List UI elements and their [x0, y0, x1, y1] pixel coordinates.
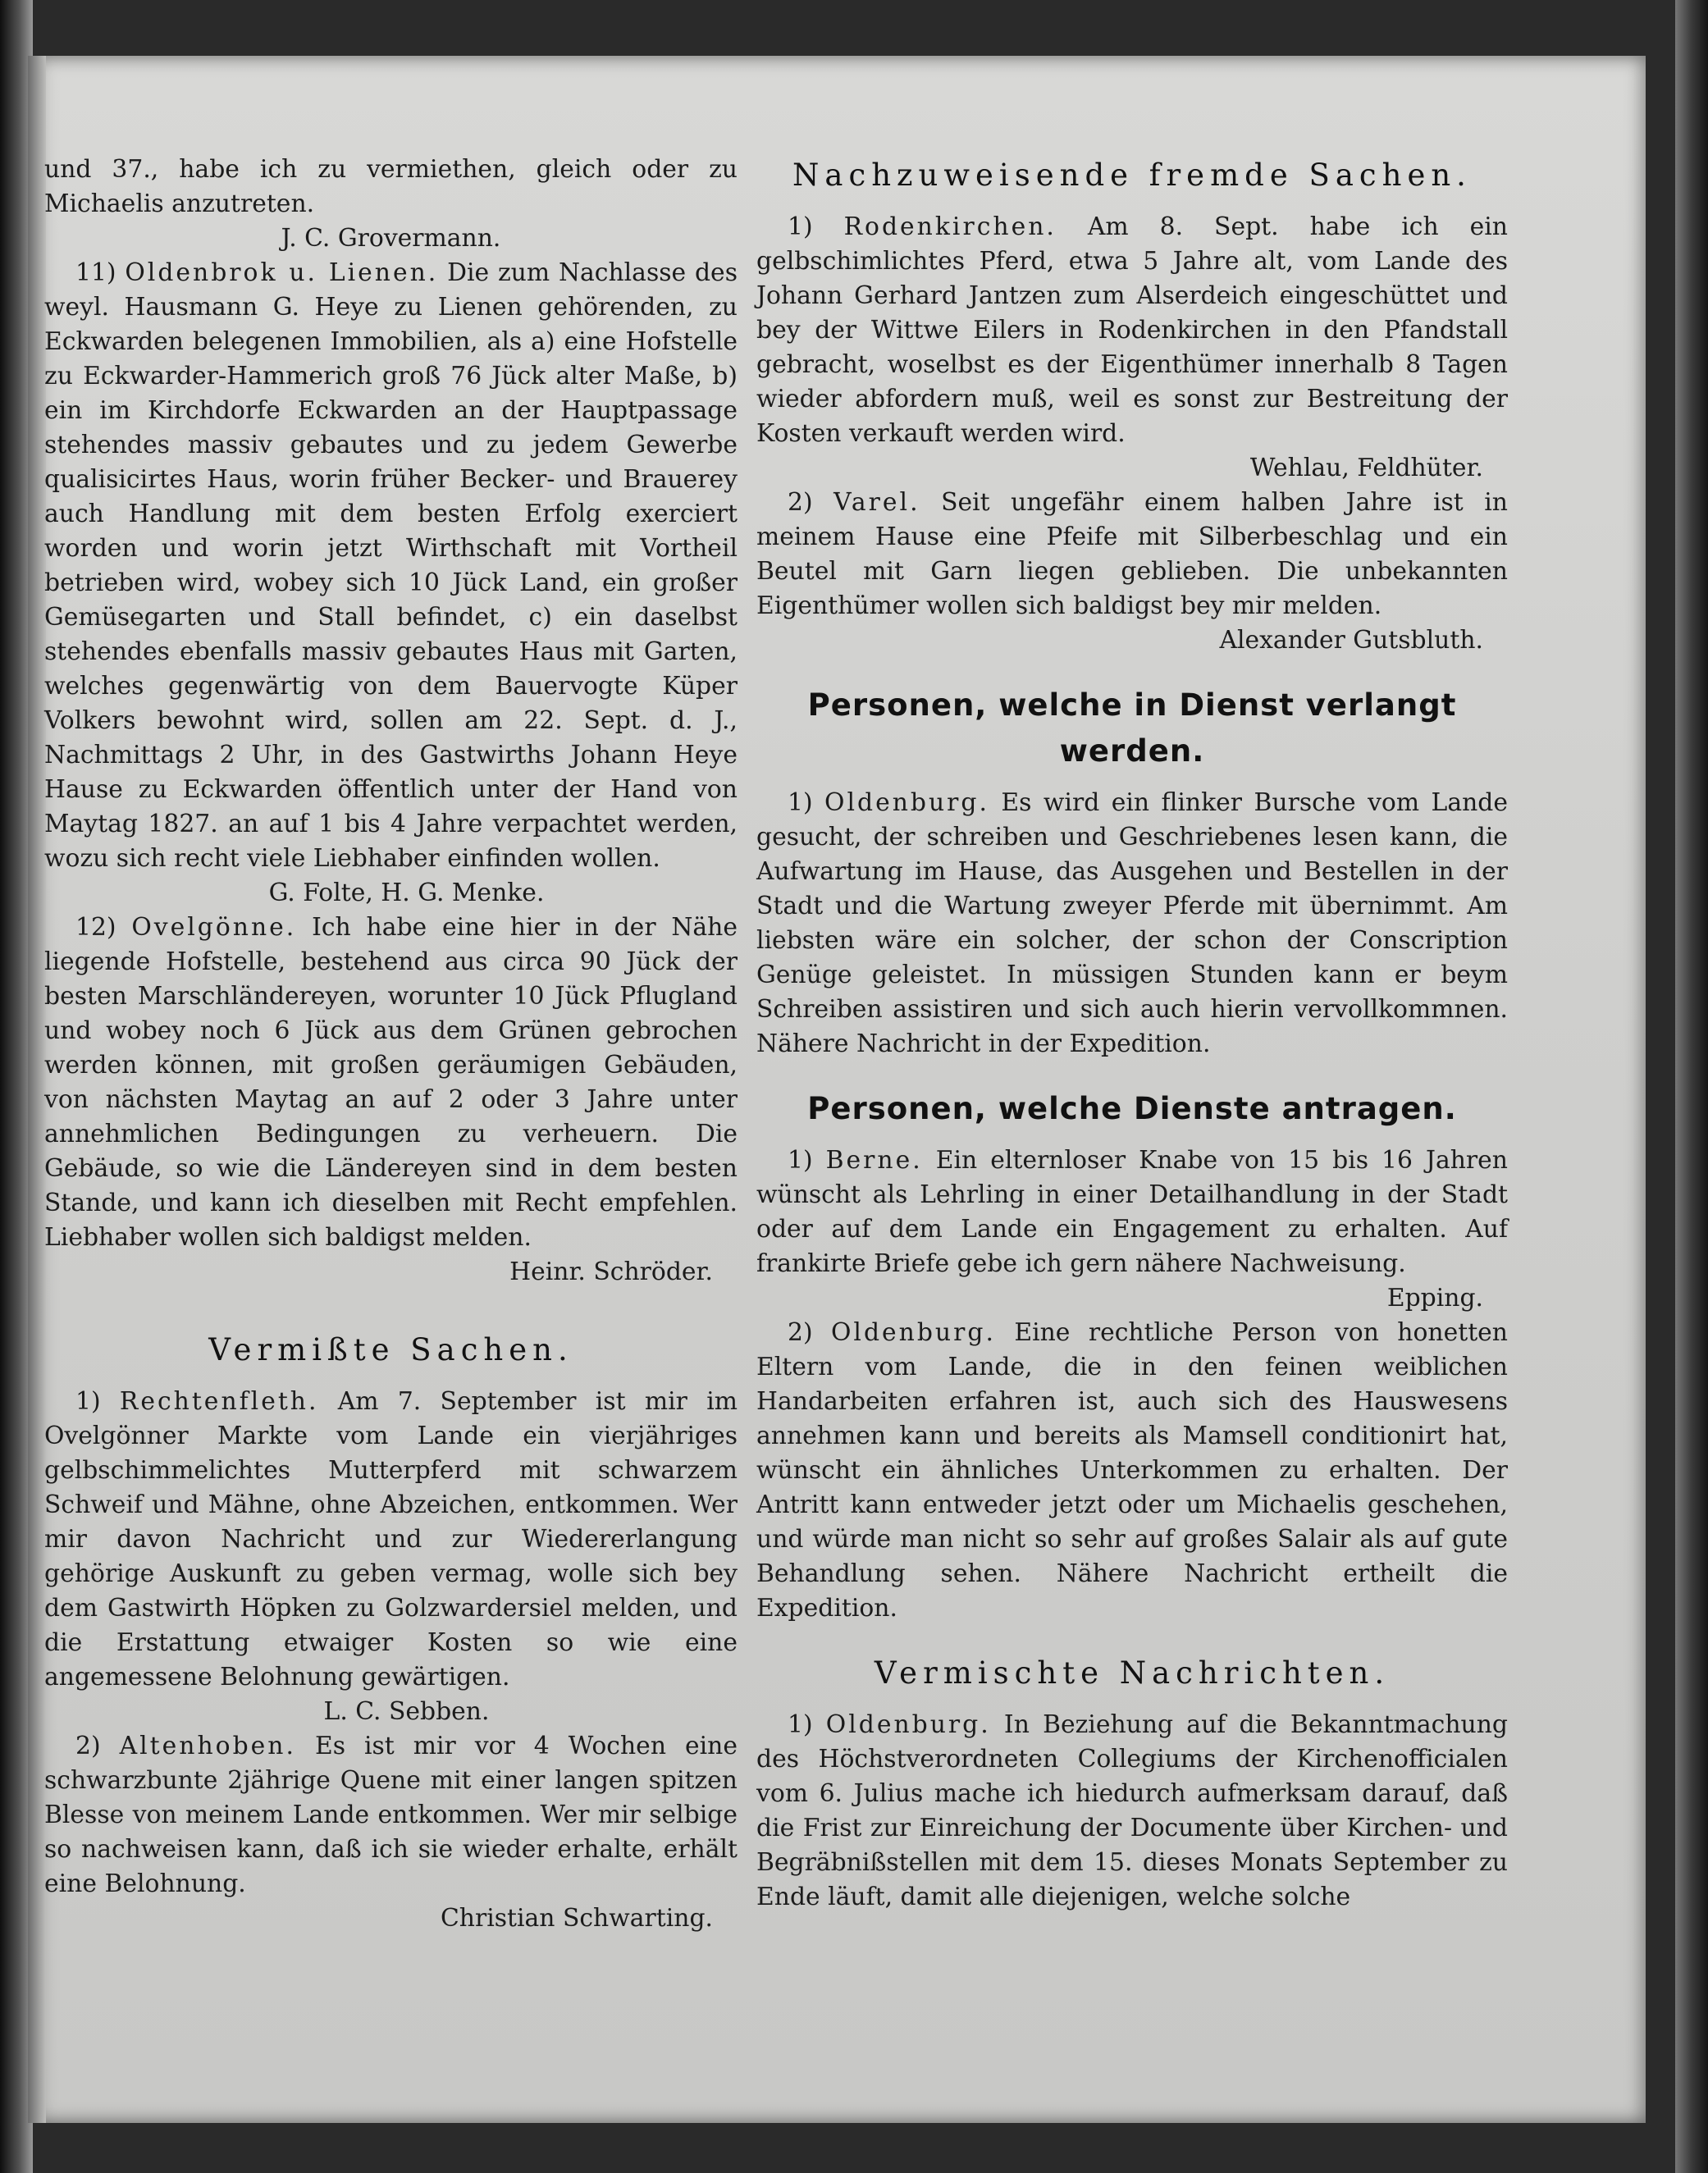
notice-place: Rechtenfleth. — [119, 1387, 319, 1416]
section-heading-service-offered: Personen, welche Dienste antragen. — [807, 1091, 1457, 1126]
notice-place: Rodenkirchen. — [843, 212, 1057, 241]
notice-number: 1) — [788, 1710, 813, 1739]
notice-text: Seit ungefähr einem halben Jahre ist in meinem Hause eine Pfeife mit Silberbeschlag und ein Beutel mit Garn liegen geblieben. Die unbekannten Eigenthümer wollen sich baldigst bey mir melden. — [756, 488, 1508, 620]
notice-text: und 37., habe ich zu vermiethen, gleich oder zu Michaelis anzutreten. — [44, 155, 738, 218]
notice-number: 1) — [788, 788, 813, 817]
notice-signature: L. C. Sebben. — [323, 1697, 490, 1726]
notice-place: Varel. — [833, 488, 920, 517]
notice-place: Altenhoben. — [119, 1732, 296, 1760]
notice-place: Oldenburg. — [831, 1318, 996, 1347]
lost-notice-1 — [44, 1385, 738, 1729]
notice-number: 1) — [788, 212, 813, 241]
book-edge-right — [1675, 0, 1708, 2173]
page-fold-shadow — [28, 56, 46, 2123]
notice-text: Ein elternloser Knabe von 15 bis 16 Jahren wünscht als Lehrling in einer Detailhandlung in der Stadt oder auf dem Lande ein Engagement zu erhalten. Auf frankirte Briefe gebe ich gern nähere Nachweisung. — [756, 1146, 1508, 1278]
notice-12 — [44, 911, 738, 1290]
section-heading-lost-items: Vermißte Sachen. — [208, 1332, 573, 1367]
notice-number: 11) — [75, 258, 116, 287]
notice-number: 2) — [75, 1732, 101, 1760]
wanted-notice-1 — [756, 786, 1508, 1061]
notice-number: 2) — [788, 488, 813, 517]
section-heading-miscellaneous: Vermischte Nachrichten. — [874, 1655, 1391, 1691]
notice-place: Berne. — [825, 1146, 923, 1175]
notice-place: Ovelgönne. — [131, 913, 297, 942]
notice-number: 2) — [788, 1318, 813, 1347]
notice-number: 1) — [75, 1387, 101, 1416]
notice-signature: Christian Schwarting. — [440, 1904, 713, 1933]
notice-signature: G. Folte, H. G. Menke. — [268, 879, 545, 907]
notice-number: 12) — [75, 913, 116, 942]
notice-text: Am 8. Sept. habe ich ein gelbschimlichtes Pferd, etwa 5 Jahre alt, vom Lande des Johann Gerhard Jantzen zum Alserdeich eingeschüttet und bey der Wittwe Eilers in Rodenkirchen in den Pfandstall gebracht, woselbst es der Eigenthümer innerhalb 8 Tagen wieder abfordern muß, weil es sonst zur Bestreitung der Kosten verkauft werden wird. — [756, 212, 1508, 448]
notice-text: Die zum Nachlasse des weyl. Hausmann G. Heye zu Lienen gehörenden, zu Eckwarden belegenen Immobilien, als a) eine Hofstelle zu Eckwarder-Hammerich groß 76 Jück alter Maße, b) ein im Kirchdorfe Eckwarden an der Hauptpassage stehendes massiv gebautes und zu jedem Gewerbe qualisicirtes Haus, worin früher Becker- und Brauerey auch Handlung mit dem besten Erfolg exerciert worden und worin jetzt Wirthschaft mit Vortheil betrieben wird, wobey sich 10 Jück Land, ein großer Gemüsegarten und Stall befindet, c) ein daselbst stehendes ebenfalls massiv gebautes Haus mit Garten, welches gegenwärtig von dem Bauervogte Küper Volkers bewohnt wird, sollen am 22. Sept. d. J., Nachmittags 2 Uhr, in des Gastwirths Johann Heye Hause zu Eckwarden öffentlich unter der Hand von Maytag 1827. an auf 1 bis 4 Jahre verpachtet werden, wozu sich recht viele Liebhaber einfinden wollen. — [44, 258, 738, 873]
notice-place: Oldenburg. — [824, 788, 989, 817]
notice-11 — [44, 256, 738, 911]
section-heading-found-items: Nachzuweisende fremde Sachen. — [792, 157, 1472, 193]
notice-text: Eine rechtliche Person von honetten Eltern vom Lande, die in den feinen weiblichen Handarbeiten erfahren ist, auch sich des Hauswesens annehmen kann und bereits als Mamsell conditionirt hat, wünscht ein ähnliches Unterkommen zu erhalten. Der Antritt kann entweder jetzt oder um Michaelis geschehen, und würde man nicht so sehr auf großes Salair als auf gute Behandlung sehen. Nähere Nachricht ertheilt die Expedition. — [756, 1318, 1508, 1623]
notice-signature: Heinr. Schröder. — [509, 1258, 713, 1286]
lost-notice-2 — [44, 1729, 738, 1936]
notice-text: In Beziehung auf die Bekanntmachung des Höchstverordneten Collegiums der Kirchenofficialen vom 6. Julius mache ich hiedurch aufmerksam darauf, daß die Frist zur Einreichung der Documente über Kirchen- und Begräbnißstellen mit dem 15. dieses Monats September zu Ende läuft, damit alle diejenigen, welche solche — [756, 1710, 1508, 1911]
notice-place: Oldenburg. — [825, 1710, 991, 1739]
found-notice-2 — [756, 486, 1508, 658]
left-column — [44, 153, 738, 1936]
notice-text: Am 7. September ist mir im Ovelgönner Markte vom Lande ein vierjähriges gelbschimmelichtes Mutterpferd mit schwarzem Schweif und Mähne, ohne Abzeichen, entkommen. Wer mir davon Nachricht und zur Wiedererlangung gehörige Auskunft zu geben vermag, wolle sich bey dem Gastwirth Höpken zu Golzwardersiel melden, und die Erstattung etwaiger Kosten so wie eine angemessene Belohnung gewärtigen. — [44, 1387, 738, 1691]
notice-place: Oldenbrok u. Lienen. — [125, 258, 439, 287]
notice-signature: J. C. Grovermann. — [281, 224, 501, 253]
section-heading-service-wanted: Personen, welche in Dienst verlangt werden. — [807, 687, 1457, 769]
notice-signature: Wehlau, Feldhüter. — [1249, 454, 1483, 482]
notice-text: Es wird ein flinker Bursche vom Lande gesucht, der schreiben und Geschriebenes lesen kann, die Aufwartung im Hause, das Ausgehen und Bestellen in der Stadt und die Wartung zweyer Pferde mit übernimmt. Am liebsten wäre ein solcher, der schon der Conscription Genüge geleistet. In müssigen Stunden kann er beym Schreiben assistiren und sich auch hierin vervollkommnen. Nähere Nachricht in der Expedition. — [756, 788, 1508, 1058]
offer-notice-1 — [756, 1144, 1508, 1316]
notice-signature: Epping. — [1386, 1284, 1483, 1312]
notice-number: 1) — [788, 1146, 813, 1175]
notice-text: Ich habe eine hier in der Nähe liegende Hofstelle, bestehend aus circa 90 Jück der besten Marschländereyen, worunter 10 Jück Pflugland und wobey noch 6 Jück aus dem Grünen gebrochen werden können, mit großen geräumigen Gebäuden, von nächsten Maytag an auf 2 oder 3 Jahre unter annehmlichen Bedingungen zu verheuern. Die Gebäude, so wie die Ländereyen sind in dem besten Stande, und kann ich dieselben mit Recht empfehlen. Liebhaber wollen sich baldigst melden. — [44, 913, 738, 1252]
notice-signature: Alexander Gutsbluth. — [1219, 626, 1483, 655]
notice-continued — [44, 153, 738, 256]
newspaper-page — [28, 56, 1646, 2123]
misc-notice-1 — [756, 1708, 1508, 1915]
offer-notice-2 — [756, 1316, 1508, 1626]
found-notice-1 — [756, 210, 1508, 486]
notice-text: Es ist mir vor 4 Wochen eine schwarzbunte 2jährige Quene mit einer langen spitzen Blesse von meinem Lande entkommen. Wer mir selbige so nachweisen kann, daß ich sie wieder erhalte, erhält eine Belohnung. — [44, 1732, 738, 1898]
right-column — [756, 153, 1508, 1915]
